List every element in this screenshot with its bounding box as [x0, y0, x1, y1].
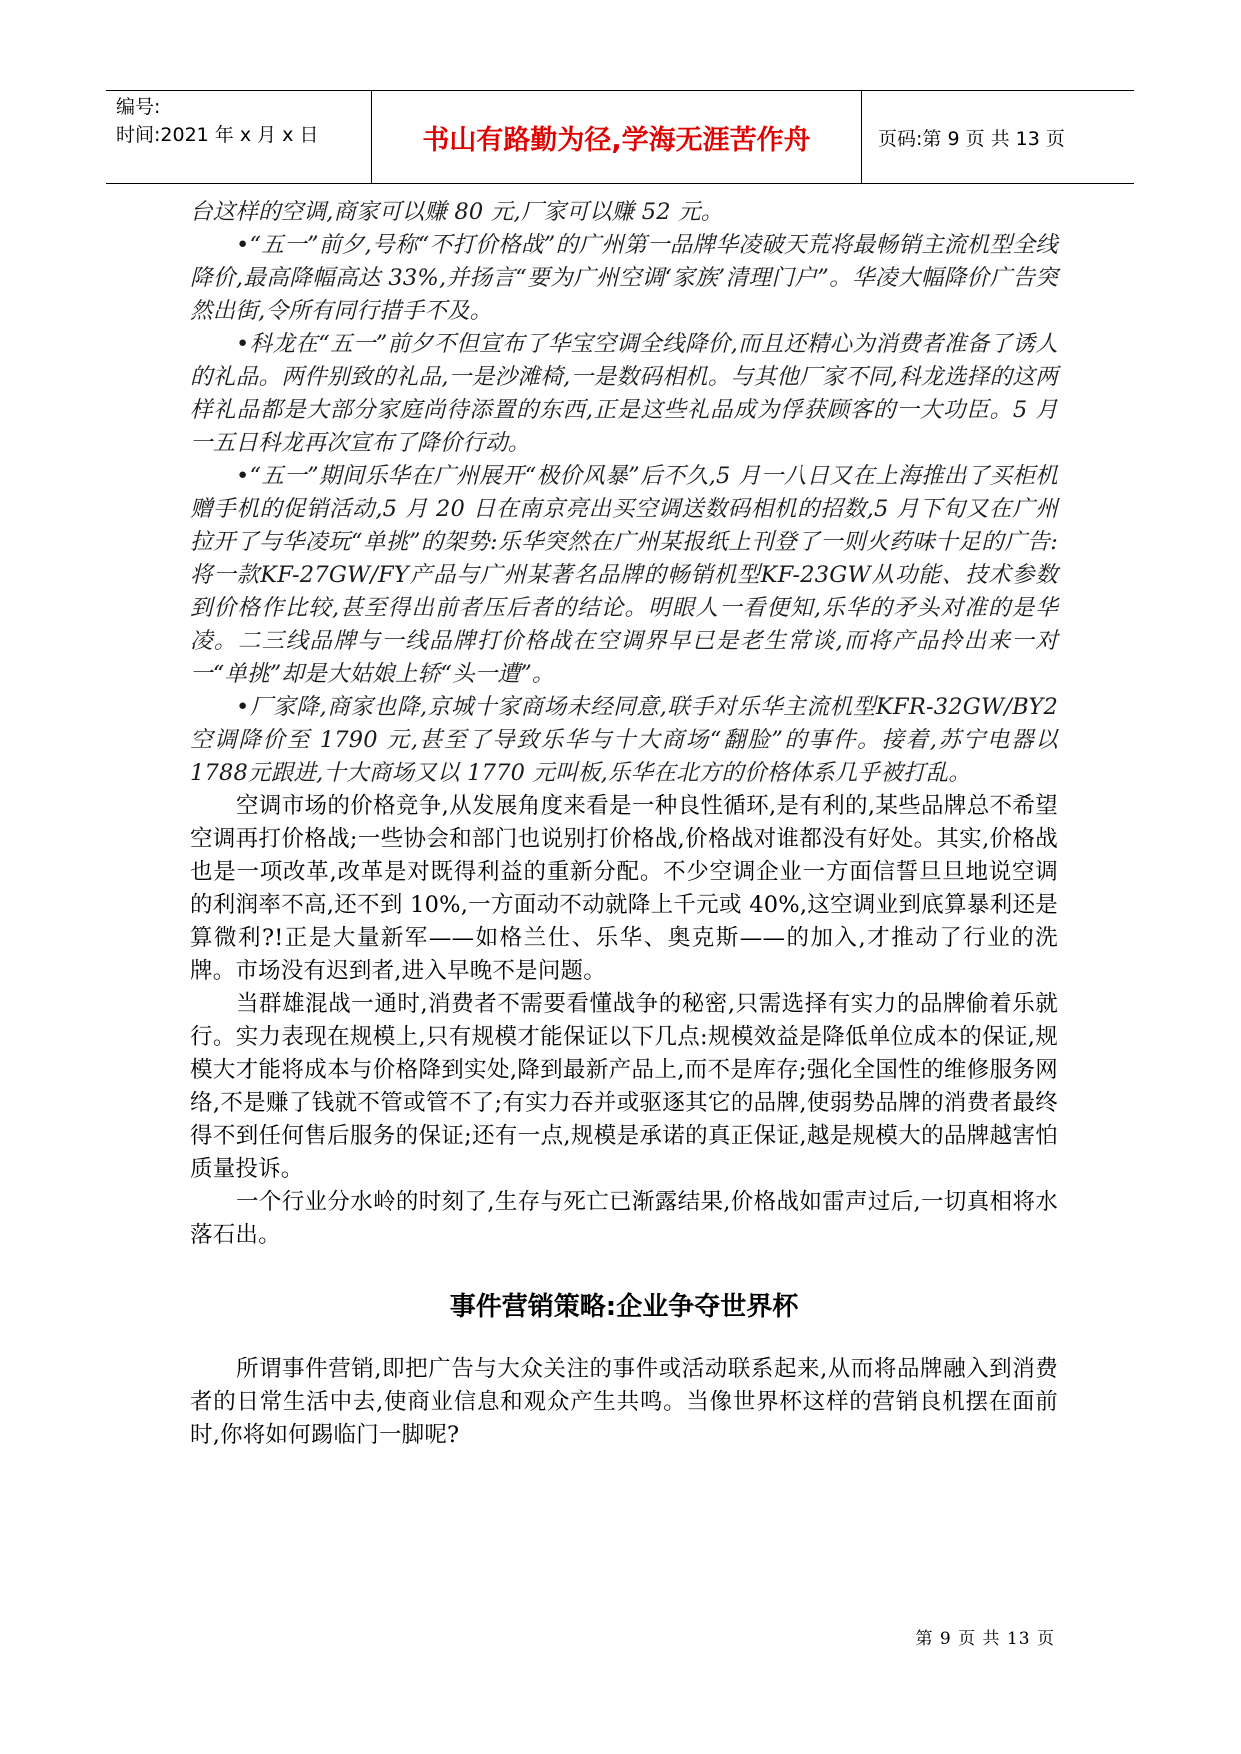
- page-header: [106, 90, 1134, 184]
- paragraph: 所谓事件营销,即把广告与大众关注的事件或活动联系起来,从而将品牌融入到消费者的日常生活中去,使商业信息和观众产生共鸣。当像世界杯这样的营销良机摆在面前时,你将如何踢临门一脚呢?: [190, 1356, 1058, 1448]
- header-motto: 书山有路勤为径,学海无涯苦作舟: [372, 91, 862, 183]
- time-label: 时间:2021 年 x 月 x 日: [116, 124, 319, 146]
- bullet-paragraph: •厂家降,商家也降,京城十家商场未经同意,联手对乐华主流机型KFR-32GW/BY2空调降价至 1790 元,甚至了导致乐华与十大商场“翻脸”的事件。接着,苏宁电器以1788元跟进,十大商场又以 1770 元叫板,乐华在北方的价格体系几乎被打乱。: [190, 694, 1058, 786]
- bullet-paragraph: •科龙在“五一”前夕不但宣布了华宝空调全线降价,而且还精心为消费者准备了诱人的礼品。两件别致的礼品,一是沙滩椅,一是数码相机。与其他厂家不同,科龙选择的这两样礼品都是大部分家庭尚待添置的东西,正是这些礼品成为俘获顾客的一大功臣。5 月一五日科龙再次宣布了降价行动。: [190, 331, 1058, 456]
- header-meta: [106, 91, 372, 183]
- paragraph: 空调市场的价格竞争,从发展角度来看是一种良性循环,是有利的,某些品牌总不希望空调再打价格战;一些协会和部门也说别打价格战,价格战对谁都没有好处。其实,价格战也是一项改革,改革是对既得利益的重新分配。不少空调企业一方面信誓旦旦地说空调的利润率不高,还不到 10%,一方面动不动就降上千元或 40%,这空调业到底算暴利还是算微利?!正是大量新军——如格兰仕、乐华、奥克斯——的加入,才推动了行业的洗牌。市场没有迟到者,进入早晚不是问题。: [190, 793, 1058, 984]
- paragraph: 一个行业分水岭的时刻了,生存与死亡已渐露结果,价格战如雷声过后,一切真相将水落石出。: [190, 1189, 1058, 1248]
- header-page-label: 页码:第 9 页 共 13 页: [878, 127, 1065, 150]
- paragraph: 当群雄混战一通时,消费者不需要看懂战争的秘密,只需选择有实力的品牌偷着乐就行。实力表现在规模上,只有规模才能保证以下几点:规模效益是降低单位成本的保证,规模大才能将成本与价格降到实处,降到最新产品上,而不是库存;强化全国性的维修服务网络,不是赚了钱就不管或管不了;有实力吞并或驱逐其它的品牌,使弱势品牌的消费者最终得不到任何售后服务的保证;还有一点,规模是承诺的真正保证,越是规模大的品牌越害怕质量投诉。: [190, 991, 1058, 1182]
- page-footer: 第 9 页 共 13 页: [915, 1629, 1055, 1649]
- document-body: [190, 196, 1058, 1452]
- bullet-paragraph: •“五一”期间乐华在广州展开“极价风暴”后不久,5 月一八日又在上海推出了买柜机赠手机的促销活动,5 月 20 日在南京亮出买空调送数码相机的招数,5 月下旬又在广州拉开了与华凌玩“单挑”的架势:乐华突然在广州某报纸上刊登了一则火药味十足的广告:将一款KF-27GW/FY产品与广州某著名品牌的畅销机型KF-23GW从功能、技术参数到价格作比较,甚至得出前者压后者的结论。明眼人一看便知,乐华的矛头对准的是华凌。二三线品牌与一线品牌打价格战在空调界早已是老生常谈,而将产品拎出来一对一“单挑”却是大姑娘上轿“头一遭”。: [190, 463, 1058, 687]
- paragraph: 台这样的空调,商家可以赚 80 元,厂家可以赚 52 元。: [190, 199, 724, 225]
- bullet-paragraph: •“五一”前夕,号称“不打价格战”的广州第一品牌华凌破天荒将最畅销主流机型全线降价,最高降幅高达 33%,并扬言“要为广州空调‘家族’清理门户”。华凌大幅降价广告突然出街,令所有同行措手不及。: [190, 232, 1058, 324]
- number-label: 编号:: [116, 96, 161, 118]
- section-title: 事件营销策略:企业争夺世界杯: [449, 1292, 799, 1322]
